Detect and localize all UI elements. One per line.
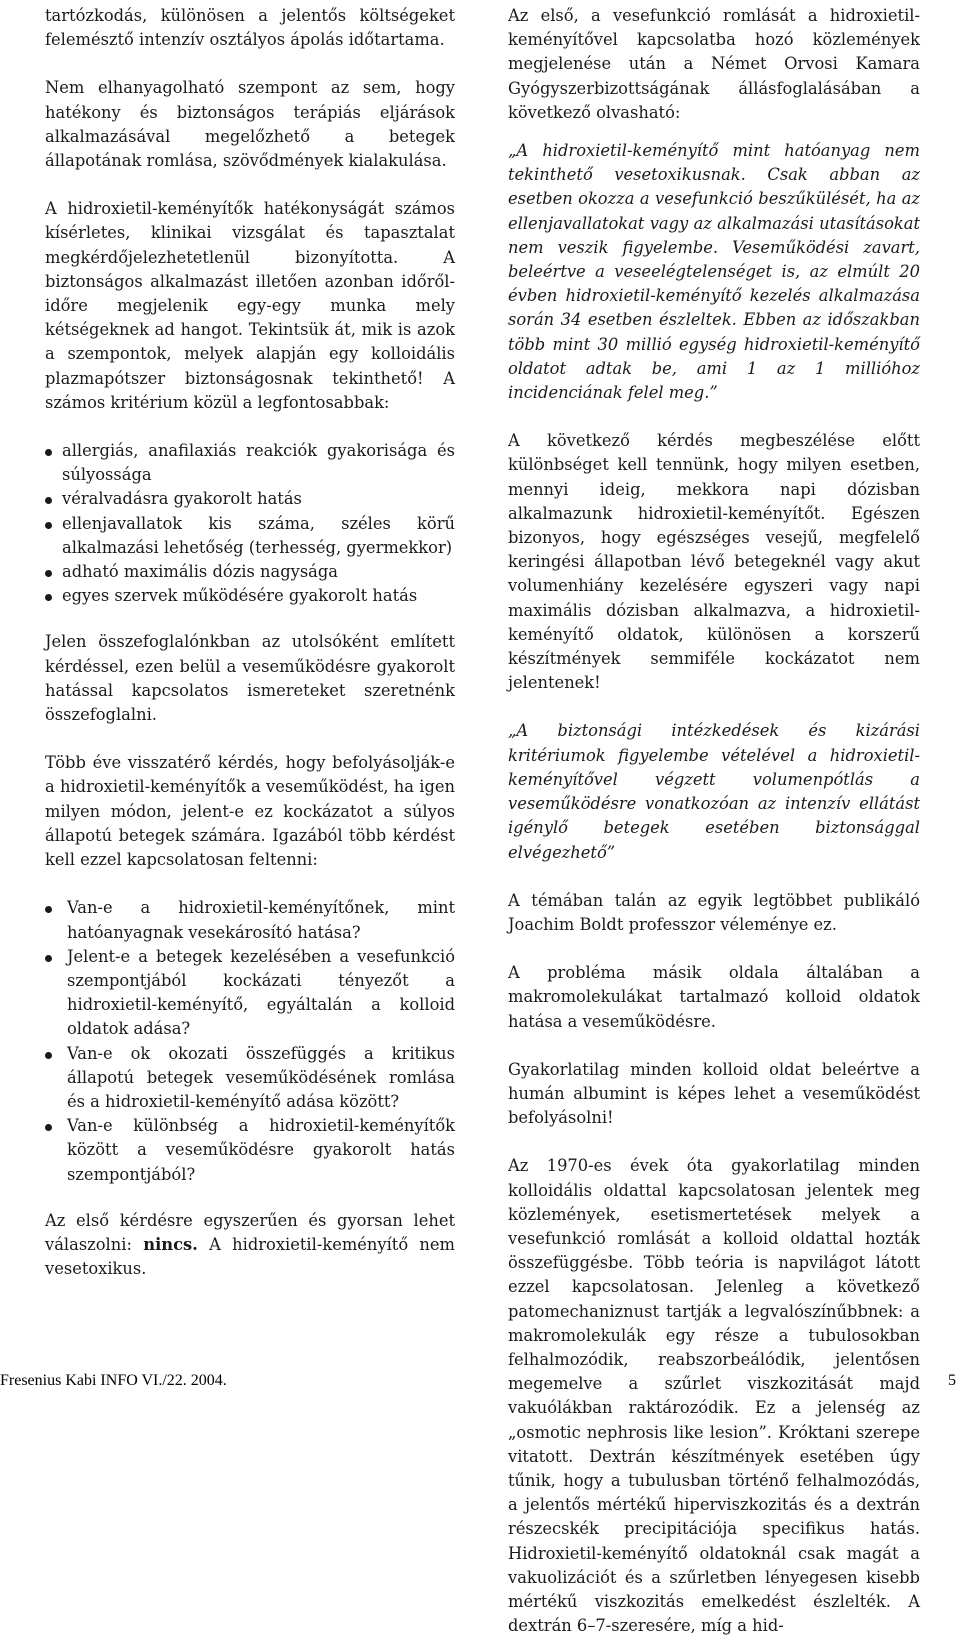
list-item: Van-e különbség a hidroxietil-keményítők között a veseműködésre gyakorolt hatás szempontjából? bbox=[45, 1114, 455, 1187]
page-number: 5 bbox=[948, 1372, 956, 1389]
paragraph: Nem elhanyagolható szempont az sem, hogy hatékony és biztonságos terápiás eljárások alkalmazásával megelőzhető a betegek állapotának romlása, szövődmények kialakulása. bbox=[45, 78, 455, 171]
list-item: véralvadásra gyakorolt hatás bbox=[45, 487, 455, 511]
right-column bbox=[508, 4, 920, 1638]
bold-answer: nincs. bbox=[143, 1234, 198, 1254]
publication-info: Fresenius Kabi INFO VI./22. 2004. bbox=[0, 1372, 227, 1389]
paragraph: A témában talán az egyik legtöbbet publikáló Joachim Boldt professzor véleménye ez. bbox=[508, 890, 920, 934]
text: A hidroxietil-keményítő nem vesetoxikus. bbox=[45, 1234, 455, 1279]
paragraph: tartózkodás, különösen a jelentős költségeket felemésztő intenzív osztályos ápolás időtartama. bbox=[45, 6, 455, 50]
questions-list bbox=[45, 896, 455, 1186]
left-column bbox=[45, 4, 455, 1305]
paragraph: Jelen összefoglalónkban az utolsóként említett kérdéssel, ezen belül a veseműködésre gyakorolt hatással kapcsolatos ismereteket szeretnénk összefoglalni. bbox=[45, 632, 455, 725]
list-item: adható maximális dózis nagysága bbox=[45, 560, 455, 584]
paragraph: Az 1970-es évek óta gyakorlatilag minden kolloidális oldattal kapcsolatosan jelentek meg közlemények, esetismertetések melyek a vesefunkció romlását a kolloid oldattal hozták összefüggésbe. Több teória is napvilágot látott ezzel kapcsolatosan. Jelenleg a következő patomechaniznust tartják a legvalószínűbbnek: a makromolekulák egy része a tubulosokban felhalmozódik, reabszorbeálódik, jelentősen megemelve a szűrlet viszkozitását majd vakuólákban raktározódik. Ez a jelenség az „osmotic nephrosis like lesion”. Króktani szerepe vitatott. Dextrán készítmények esetében úgy tűnik, hogy a tubulusban történő felhalmozódás, a jelentős mértékű hiperviszkozitás és a dextrán részecskék precipitációja specifikus hatás. Hidroxietil-keményítő oldatoknál csak magát a vakuolizációt és a szűrletben lényegesen kisebb mértékű viszkozitás emelkedést észlelték. A dextrán 6–7-szeresére, míg a hid- bbox=[508, 1156, 920, 1636]
quote: „A hidroxietil-keményítő mint hatóanyag nem tekinthető vesetoxikusnak. Csak abban az esetben okozza a vesefunkció beszűkülését, ha az ellenjavallatokat vagy az alkalmazási utasításokat nem veszik figyelembe. Veseműködési zavart, beleértve a veseelégtelenséget is, az elmúlt 20 évben hidroxietil-keményítő kezelés alkalmazása során 34 esetben észleltek. Ebben az időszakban több mint 30 millió egység hidroxietil-keményítő oldatot adtak be, ami 1 az 1 millióhoz incidenciának felel meg.” bbox=[508, 141, 920, 403]
paragraph: A hidroxietil-keményítők hatékonyságát számos kísérletes, klinikai vizsgálat és tapasztalat megkérdőjelezhetetlenül bizonyította. A biztonságos alkalmazást illetően azonban időről-időre megjelenik egy-egy munka mely kétségeknek ad hangot. Tekintsük át, mik is azok a szempontok, melyek alapján egy kolloidális plazmapótszer biztonságosnak tekinthető! A számos kritérium közül a legfontosabbak: bbox=[45, 199, 455, 412]
paragraph: A probléma másik oldala általában a makromolekulákat tartalmazó kolloid oldatok hatása a veseműködésre. bbox=[508, 963, 920, 1031]
text: Az első kérdésre egyszerűen és gyorsan lehet válaszolni: bbox=[45, 1210, 455, 1254]
list-item: Jelent-e a betegek kezelésében a vesefunkció szempontjából kockázati tényezőt a hidroxietil-keményítő, egyáltalán a kolloid oldatok adása? bbox=[45, 945, 455, 1042]
paragraph: A következő kérdés megbeszélése előtt különbséget kell tennünk, hogy milyen esetben, mennyi ideig, mekkora napi dózisban alkalmazunk hidroxietil-keményítőt. Egészen bizonyos, hogy egészséges vesejű, megfelelő keringési állapotban lévő betegeknél vagy akut volumenhiány kezelésére egyszeri vagy napi maximális dózisban alkalmazva, a hidroxietil-keményítő oldatok, különösen a korszerű készítmények semmiféle kockázatot nem jelentenek! bbox=[508, 431, 920, 693]
paragraph: Gyakorlatilag minden kolloid oldat beleértve a humán albumint is képes lehet a veseműködést befolyásolni! bbox=[508, 1059, 920, 1128]
list-item: allergiás, anafilaxiás reakciók gyakorisága és súlyossága bbox=[45, 439, 455, 487]
criteria-list bbox=[45, 439, 455, 608]
paragraph bbox=[45, 1209, 455, 1282]
list-item: Van-e a hidroxietil-keményítőnek, mint hatóanyagnak vesekárosító hatása? bbox=[45, 896, 455, 944]
list-item: ellenjavallatok kis száma, széles körű alkalmazási lehetőség (terhesség, gyermekkor) bbox=[45, 512, 455, 560]
paragraph: Az első, a vesefunkció romlását a hidroxietil-keményítővel kapcsolatba hozó közlemények megjelenése után a Német Orvosi Kamara Gyógyszerbizottságának állásfoglalásában a következő olvasható: bbox=[508, 6, 920, 122]
list-item: Van-e ok okozati összefüggés a kritikus állapotú betegek veseműködésének romlása és a hidroxietil-keményítő adása között? bbox=[45, 1042, 455, 1115]
paragraph: Több éve visszatérő kérdés, hogy befolyásolják-e a hidroxietil-keményítők a veseműködést, ha igen milyen módon, jelent-e ez kockázatot a súlyos állapotú betegek számára. Igazából több kérdést kell ezzel kapcsolatosan feltenni: bbox=[45, 753, 455, 870]
list-item: egyes szervek működésére gyakorolt hatás bbox=[45, 584, 455, 608]
quote: „A biztonsági intézkedések és kizárási kritériumok figyelembe vételével a hidroxietil-keményítővel végzett volumenpótlás a veseműködésre vonatkozóan az intenzív ellátást igénylő betegek esetében biztonsággal elvégezhető” bbox=[508, 721, 920, 862]
